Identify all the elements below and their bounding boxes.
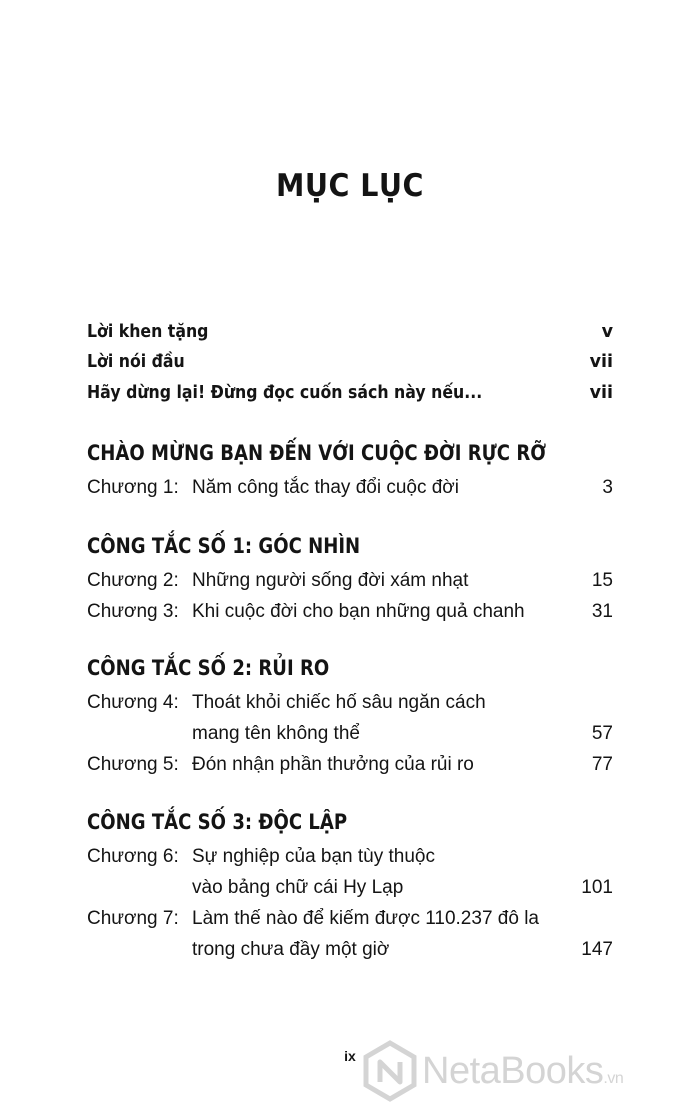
- netabooks-logo-icon: [362, 1040, 418, 1102]
- section-heading: CHÀO MỪNG BẠN ĐẾN VỚI CUỘC ĐỜI RỰC RỠ: [87, 441, 546, 465]
- entry-page: vii: [589, 352, 613, 372]
- chapter-page: 77: [591, 754, 613, 775]
- front-matter-entry: [87, 352, 613, 382]
- watermark-brand: NetaBooks: [422, 1050, 604, 1092]
- section-heading: CÔNG TẮC SỐ 1: GÓC NHÌN: [87, 534, 361, 558]
- entry-title: Lời khen tặng: [87, 322, 209, 342]
- chapter-entry-line: [87, 601, 613, 631]
- section-heading: CÔNG TẮC SỐ 3: ĐỘC LẬP: [87, 810, 348, 834]
- chapter-title: Làm thế nào để kiếm được 110.237 đô la: [192, 908, 539, 929]
- chapter-label: Chương 1:: [87, 477, 179, 498]
- chapter-page: 31: [591, 601, 613, 622]
- chapter-title: Thoát khỏi chiếc hố sâu ngăn cách: [192, 692, 486, 713]
- watermark-text: [422, 1050, 623, 1093]
- chapter-label: Chương 5:: [87, 754, 179, 775]
- chapter-entry-line: [87, 477, 613, 507]
- section-heading: CÔNG TẮC SỐ 2: RỦI RO: [87, 656, 330, 680]
- chapter-title: Khi cuộc đời cho bạn những quả chanh: [192, 601, 525, 622]
- chapter-label: Chương 6:: [87, 846, 179, 867]
- chapter-title: Đón nhận phần thưởng của rủi ro: [192, 754, 474, 775]
- chapter-label: Chương 7:: [87, 908, 179, 929]
- chapter-title: mang tên không thể: [192, 723, 360, 744]
- chapter-label: Chương 4:: [87, 692, 179, 713]
- page-number: ix: [344, 1048, 356, 1064]
- chapter-title: vào bảng chữ cái Hy Lạp: [192, 877, 404, 898]
- chapter-entry-line: [87, 846, 613, 876]
- entry-title: Lời nói đầu: [87, 352, 185, 372]
- chapter-entry-line: [87, 692, 613, 722]
- chapter-page: 3: [602, 477, 613, 498]
- chapter-page: 101: [581, 877, 613, 898]
- chapter-title: Những người sống đời xám nhạt: [192, 570, 469, 591]
- chapter-entry-line: [87, 754, 613, 784]
- entry-title: Hãy dừng lại! Đừng đọc cuốn sách này nếu...: [87, 383, 483, 403]
- chapter-page: 147: [581, 939, 613, 960]
- chapter-label: Chương 3:: [87, 601, 179, 622]
- chapter-entry-line: [87, 939, 613, 969]
- front-matter-entry: [87, 383, 613, 413]
- chapter-entry-line: [87, 723, 613, 753]
- chapter-entry-line: [87, 570, 613, 600]
- entry-page: vii: [589, 383, 613, 403]
- front-matter-entry: [87, 322, 613, 352]
- chapter-entry-line: [87, 877, 613, 907]
- page-title: MỤC LỤC: [276, 168, 424, 204]
- chapter-page: 57: [591, 723, 613, 744]
- chapter-page: 15: [591, 570, 613, 591]
- chapter-title: Sự nghiệp của bạn tùy thuộc: [192, 846, 436, 867]
- chapter-label: Chương 2:: [87, 570, 179, 591]
- entry-page: v: [601, 322, 613, 342]
- chapter-title: Năm công tắc thay đổi cuộc đời: [192, 477, 459, 498]
- chapter-entry-line: [87, 908, 613, 938]
- watermark-suffix: .vn: [603, 1070, 624, 1087]
- watermark: [362, 1040, 692, 1102]
- chapter-title: trong chưa đầy một giờ: [192, 939, 390, 960]
